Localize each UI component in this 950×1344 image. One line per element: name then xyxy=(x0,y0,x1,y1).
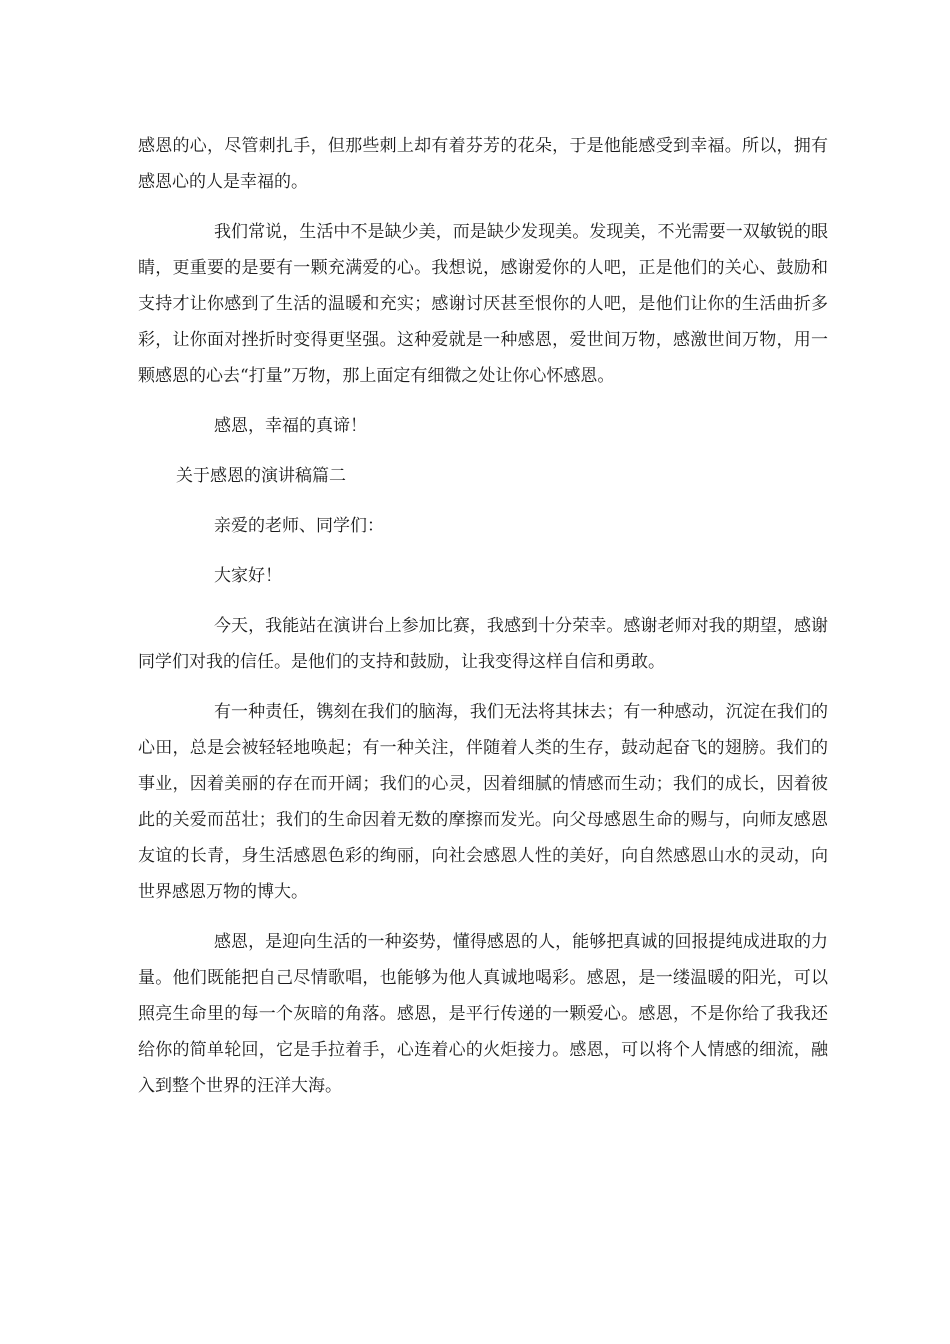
paragraph-continuation: 感恩的心，尽管刺扎手，但那些刺上却有着芬芳的花朵，于是他能感受到幸福。所以，拥有感恩心的人是幸福的。 xyxy=(138,136,828,192)
section-heading: 关于感恩的演讲稿篇二 xyxy=(176,466,346,486)
paragraph-responsibility: 有一种责任，镌刻在我们的脑海，我们无法将其抹去；有一种感动，沉淀在我们的心田，总是会被轻轻地唤起；有一种关注，伴随着人类的生存，鼓动起奋飞的翅膀。我们的事业，因着美丽的存在而开阔；我们的心灵，因着细腻的情感而生动；我们的成长，因着彼此的关爱而茁壮；我们的生命因着无数的摩擦而发光。向父母感恩生命的赐与，向师友感恩友谊的长青，身生活感恩色彩的绚丽，向社会感恩人性的美好，向自然感恩山水的灵动，向世界感恩万物的博大。 xyxy=(138,702,828,902)
salutation: 亲爱的老师、同学们： xyxy=(214,516,384,536)
paragraph-intro: 今天，我能站在演讲台上参加比赛，我感到十分荣幸。感谢老师对我的期望，感谢同学们对我的信任。是他们的支持和鼓励，让我变得这样自信和勇敢。 xyxy=(138,616,828,672)
paragraph-gratitude: 感恩，是迎向生活的一种姿势，懂得感恩的人，能够把真诚的回报提纯成进取的力量。他们既能把自己尽情歌唱，也能够为他人真诚地喝彩。感恩，是一缕温暖的阳光，可以照亮生命里的每一个灰暗的角落。感恩，是平行传递的一颗爱心。感恩，不是你给了我我还给你的简单轮回，它是手拉着手，心连着心的火炬接力。感恩，可以将个人情感的细流，融入到整个世界的汪洋大海。 xyxy=(138,932,828,1096)
document-body xyxy=(138,128,828,1118)
greeting: 大家好！ xyxy=(214,566,282,586)
paragraph-discover-beauty: 我们常说，生活中不是缺少美，而是缺少发现美。发现美，不光需要一双敏锐的眼睛，更重要的是要有一颗充满爱的心。我想说，感谢爱你的人吧，正是他们的关心、鼓励和支持才让你感到了生活的温暖和充实；感谢讨厌甚至恨你的人吧，是他们让你的生活曲折多彩，让你面对挫折时变得更坚强。这种爱就是一种感恩，爱世间万物，感激世间万物，用一颗感恩的心去“打量”万物，那上面定有细微之处让你心怀感恩。 xyxy=(138,222,828,386)
paragraph-conclusion: 感恩，幸福的真谛！ xyxy=(214,416,367,436)
